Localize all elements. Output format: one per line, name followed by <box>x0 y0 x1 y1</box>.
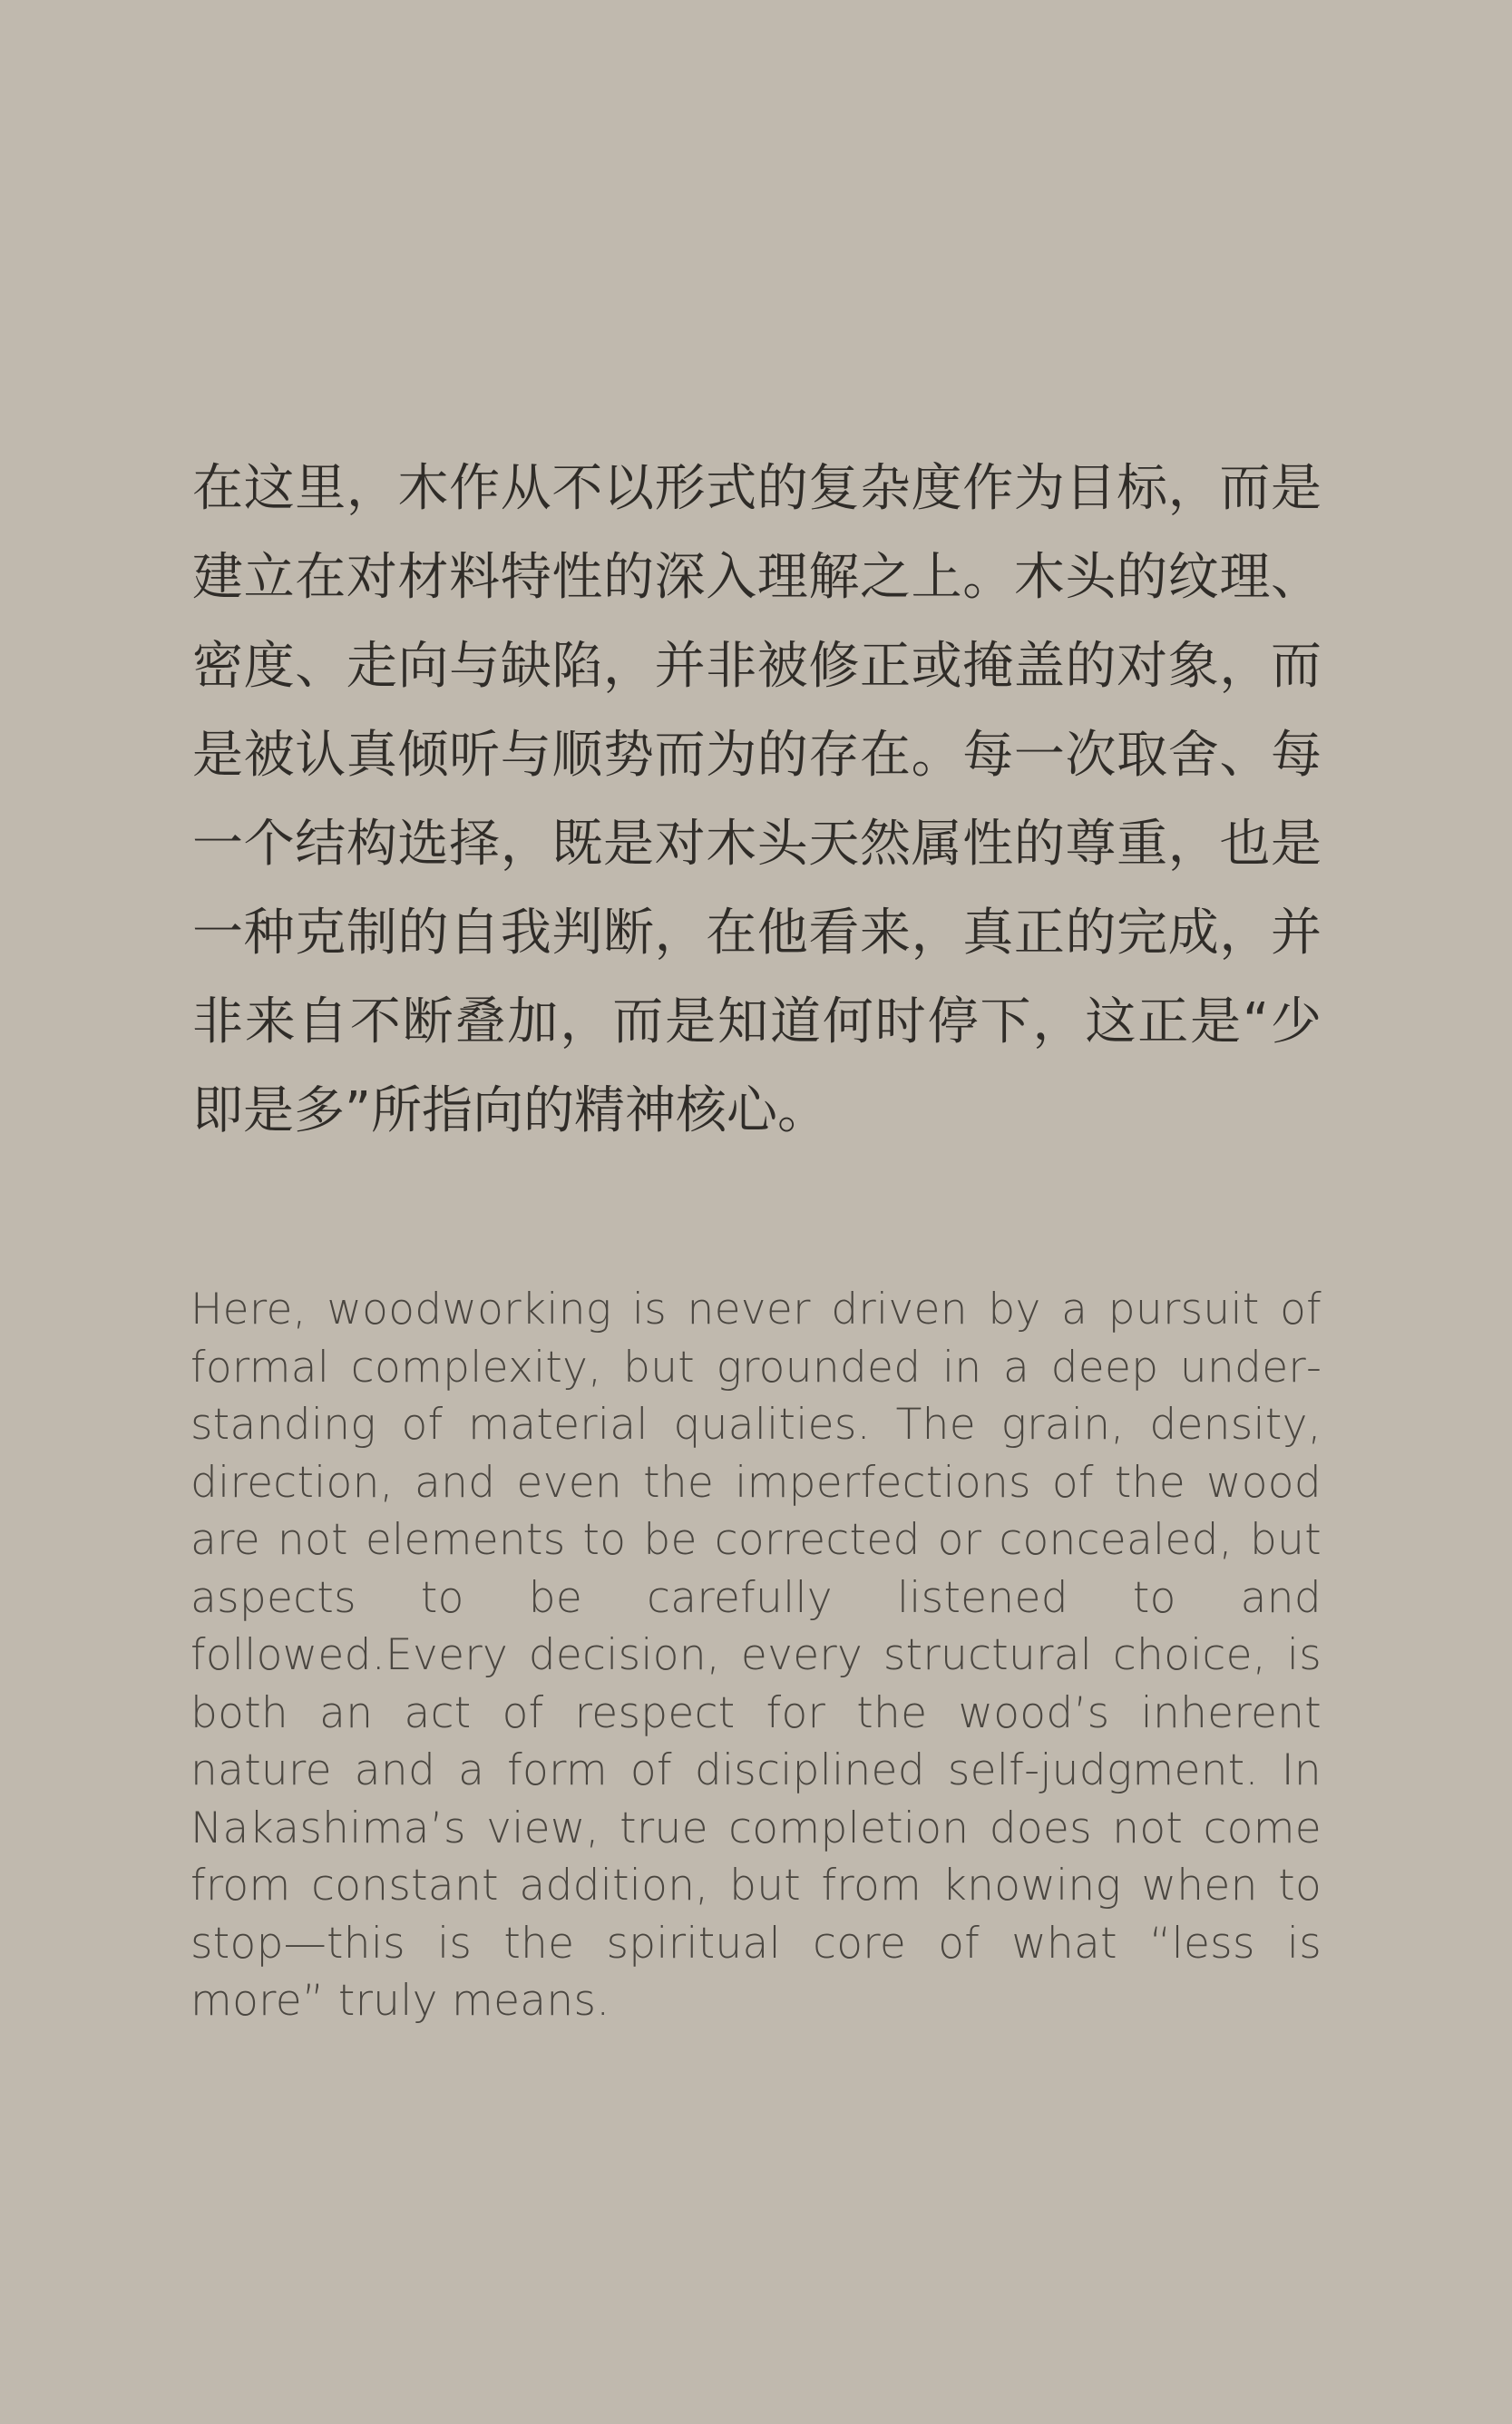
chinese-paragraph: 在这里，木作从不以形式的复杂度作为目标，而是建立在对材料特性的深入理解之上。木头的纹理、密度、走向与缺陷，并非被修正或掩盖的对象，而是被认真倾听与顺势而为的存在。每一次取舍、每一个结构选择，既是对木头天然属性的尊重，也是一种克制的自我判断，在他看来，真正的完成，并非来自不断叠加，而是知道何时停下，这正是“少即是多”所指向的精神核心。 <box>192 459 1322 1140</box>
english-paragraph: Here, woodworking is never driven by a pursuit of formal complexity, but grounded in a deep understanding of material qualities. The grain, density, direction, and even the imperfections of the wood are not elements to be corrected or concealed, but aspects to be carefully listened to and followed.Every decision, every structural choice, is both an act of respect for the wood’s inherent nature and a form of disciplined self-judgment. In Nakashima’s view, true completion does not come from constant addition, but from knowing when to stop—this is the spiritual core of what “less is more” truly means. <box>190 1285 1322 2026</box>
